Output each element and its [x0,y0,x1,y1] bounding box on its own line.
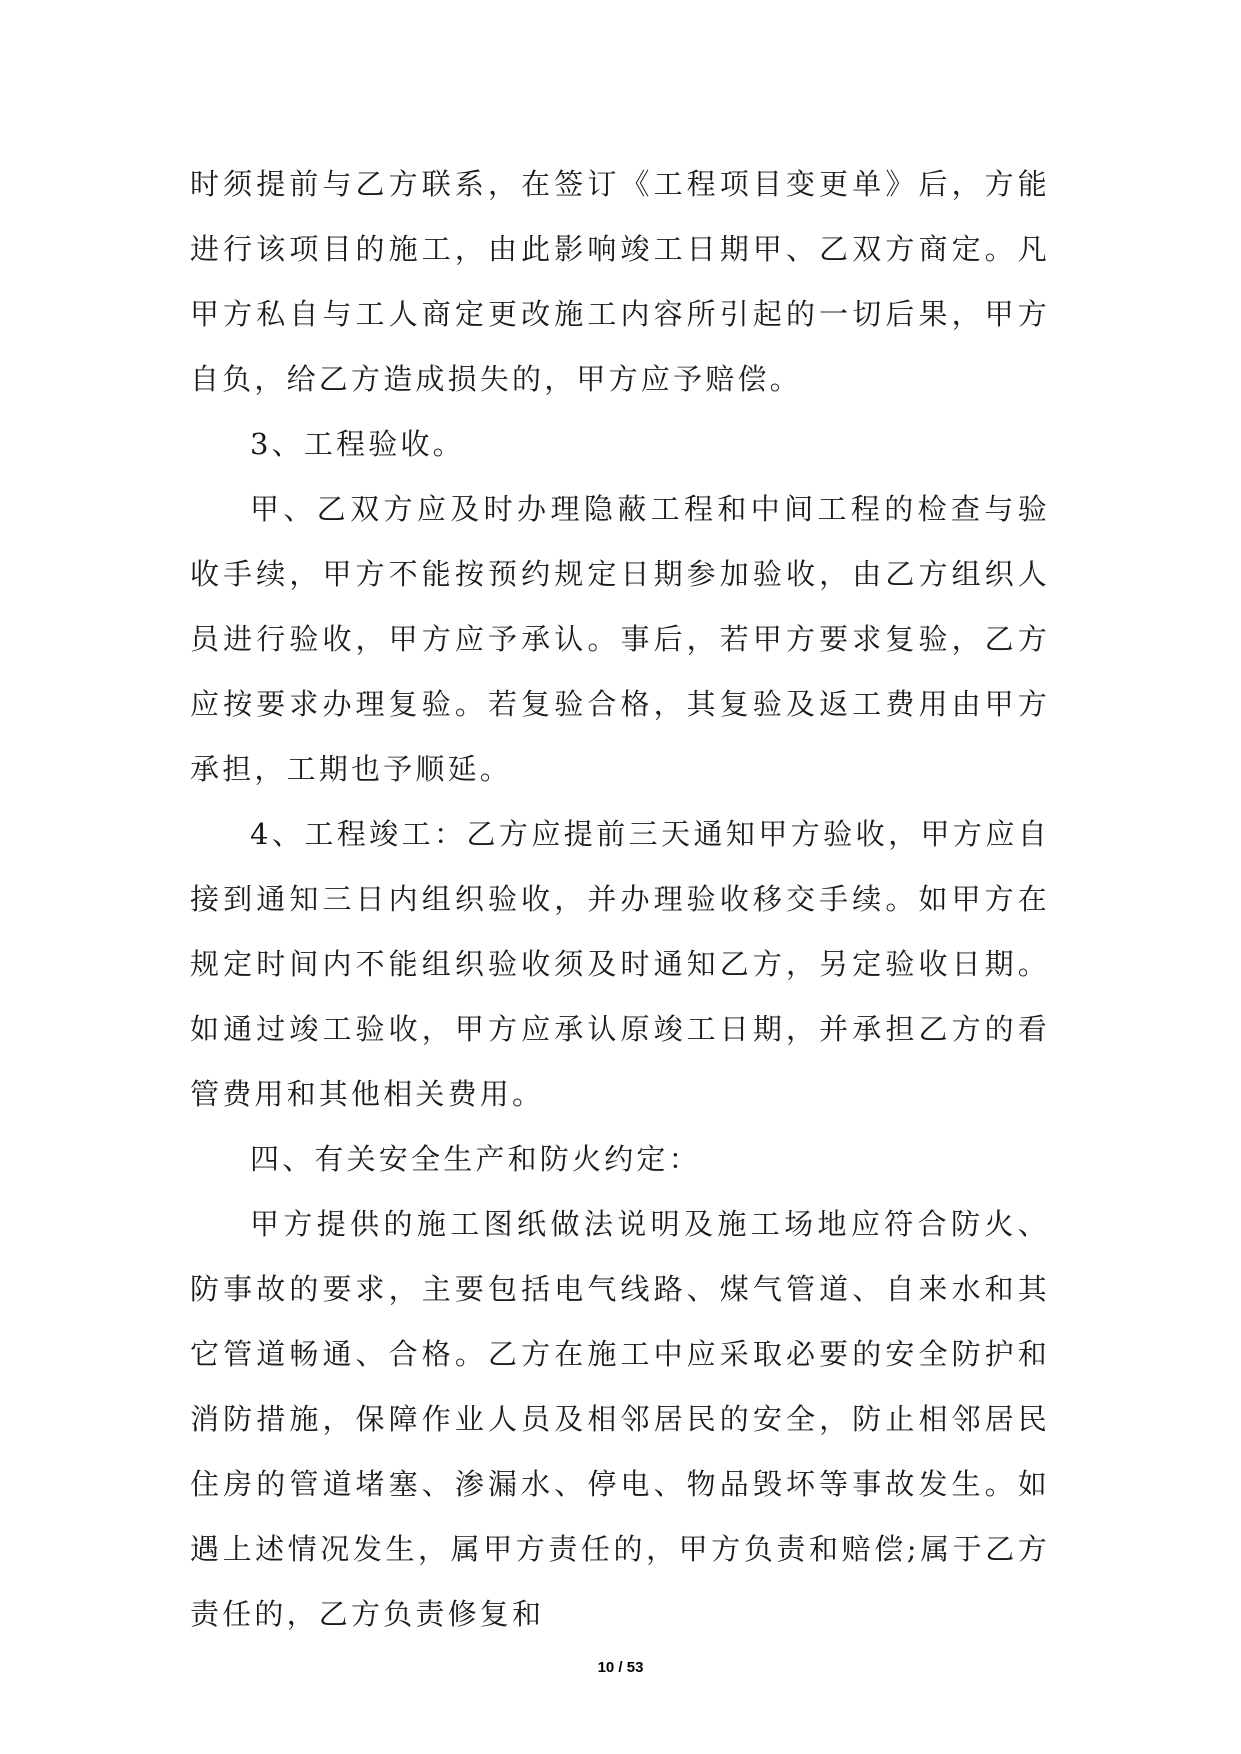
heading-acceptance: 3、工程验收。 [250,427,465,461]
paragraph-acceptance: 甲、乙双方应及时办理隐蔽工程和中间工程的检查与验收手续，甲方不能按预约规定日期参加验收，由乙方组织人员进行验收，甲方应予承认。事后，若甲方要求复验，乙方应按要求办理复验。若复验合格，其复验及返工费用由甲方承担，工期也予顺延。 [190,492,1050,786]
paragraph-safety-fire: 甲方提供的施工图纸做法说明及施工场地应符合防火、防事故的要求，主要包括电气线路、煤气管道、自来水和其它管道畅通、合格。乙方在施工中应采取必要的安全防护和消防措施，保障作业人员及相邻居民的安全，防止相邻居民住房的管道堵塞、渗漏水、停电、物品毁坏等事故发生。如遇上述情况发生，属甲方责任的，甲方负责和赔偿;属于乙方责任的，乙方负责修复和 [190,1207,1050,1631]
heading-safety-fire: 四、有关安全生产和防火约定： [250,1142,701,1176]
page-number: 10 / 53 [597,1659,644,1676]
paragraph-completion: 4、工程竣工：乙方应提前三天通知甲方验收，甲方应自接到通知三日内组织验收，并办理验收移交手续。如甲方在规定时间内不能组织验收须及时通知乙方，另定验收日期。如通过竣工验收，甲方应承认原竣工日期，并承担乙方的看管费用和其他相关费用。 [190,817,1050,1111]
paragraph-change-order: 时须提前与乙方联系，在签订《工程项目变更单》后，方能进行该项目的施工，由此影响竣工日期甲、乙双方商定。凡甲方私自与工人商定更改施工内容所引起的一切后果，甲方自负，给乙方造成损失的，甲方应予赔偿。 [190,167,1050,396]
document-body [190,152,1050,1647]
